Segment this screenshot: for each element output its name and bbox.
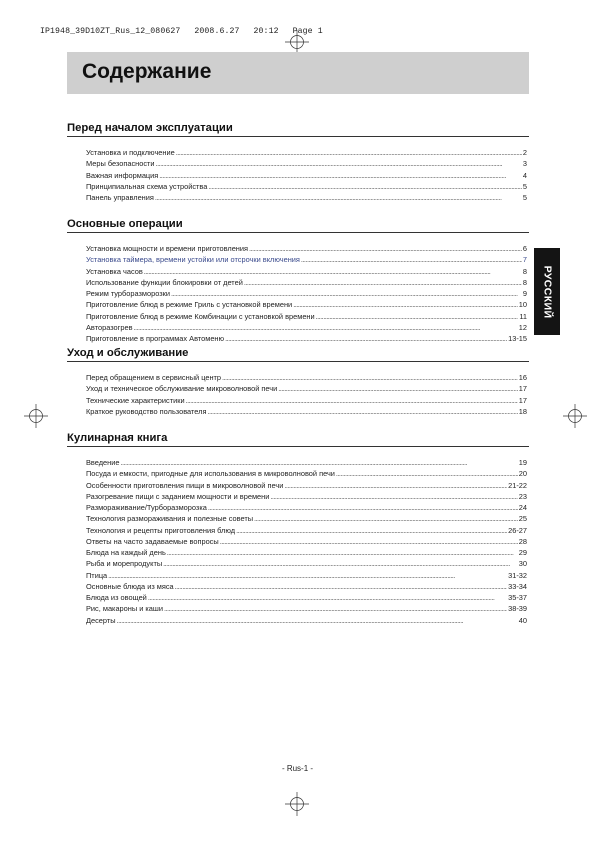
- toc-leader-dots: [301, 254, 522, 265]
- toc-list: [86, 243, 527, 344]
- toc-section: [67, 218, 529, 344]
- toc-entry[interactable]: [86, 570, 527, 581]
- toc-entry-page: 38-39: [508, 604, 527, 614]
- toc-entry-page: 40: [518, 615, 527, 625]
- toc-entry-page: 17: [518, 384, 527, 394]
- toc-entry-page: 24: [518, 503, 527, 512]
- toc-entry-title: Блюда из овощей: [86, 593, 147, 602]
- toc-entry[interactable]: [86, 395, 527, 406]
- toc-leader-dots: [270, 491, 517, 502]
- toc-entry[interactable]: [86, 372, 527, 383]
- toc-entry-title: Установка часов: [86, 266, 143, 276]
- toc-entry-page: 8: [522, 277, 527, 287]
- toc-entry-title: Рыба и морепродукты: [86, 559, 163, 569]
- print-page: Page 1: [292, 27, 323, 36]
- toc-entry-page: 20: [518, 469, 527, 479]
- toc-entry-page: 17: [518, 395, 527, 405]
- toc-entry-title: Введение: [86, 458, 120, 467]
- toc-entry[interactable]: [86, 254, 527, 265]
- toc-leader-dots: [176, 147, 522, 158]
- toc-leader-dots: [186, 395, 518, 406]
- toc-entry-page: 16: [518, 373, 527, 382]
- toc-entry-page: 12: [518, 322, 527, 332]
- toc-entry-title: Принципиальная схема устройства: [86, 181, 208, 191]
- print-time: 20:12: [253, 27, 279, 36]
- toc-leader-dots: [249, 243, 522, 254]
- toc-entry-title: Блюда на каждый день: [86, 548, 166, 557]
- toc-leader-dots: [316, 311, 519, 322]
- toc-entry-page: 3: [522, 159, 527, 169]
- toc-leader-dots: [164, 603, 507, 614]
- toc-entry-page: 5: [522, 181, 527, 191]
- toc-leader-dots: [155, 192, 522, 203]
- toc-entry[interactable]: [86, 299, 527, 310]
- toc-entry-page: 7: [522, 255, 527, 265]
- toc-section: [67, 347, 529, 417]
- toc-entry-page: 2: [522, 148, 527, 157]
- registration-mark-top-icon: [285, 30, 309, 54]
- toc-entry-page: 29: [518, 548, 527, 557]
- section-title: Уход и обслуживание: [67, 347, 529, 362]
- toc-entry-title: Разогревание пищи с заданием мощности и времени: [86, 491, 270, 501]
- toc-entry[interactable]: [86, 603, 527, 614]
- toc-entry-title: Технология размораживания и полезные советы: [86, 514, 254, 524]
- toc-entry[interactable]: [86, 322, 527, 333]
- toc-entry-page: 30: [518, 559, 527, 569]
- toc-leader-dots: [167, 547, 518, 558]
- toc-entry[interactable]: [86, 266, 527, 277]
- toc-entry[interactable]: [86, 502, 527, 513]
- toc-leader-dots: [163, 558, 518, 569]
- toc-entry-page: 23: [518, 491, 527, 501]
- toc-entry[interactable]: [86, 615, 527, 626]
- toc-entry[interactable]: [86, 480, 527, 491]
- toc-entry[interactable]: [86, 406, 527, 417]
- toc-entry[interactable]: [86, 513, 527, 524]
- toc-entry-page: 31-32: [508, 570, 527, 580]
- toc-entry-title: Уход и техническое обслуживание микроволновой печи: [86, 384, 278, 394]
- toc-entry-title: Важная информация: [86, 170, 159, 180]
- toc-entry[interactable]: [86, 277, 527, 288]
- toc-entry-title: Посуда и емкости, пригодные для использования в микроволновой печи: [86, 469, 335, 479]
- toc-list: [86, 147, 527, 203]
- toc-entry-page: 26-27: [508, 525, 527, 535]
- toc-entry[interactable]: [86, 181, 527, 192]
- toc-entry-title: Размораживание/Турборазморозка: [86, 503, 207, 512]
- toc-entry-title: Использование функции блокировки от детей: [86, 277, 243, 287]
- toc-entry-page: 33-34: [508, 581, 527, 591]
- toc-entry-title: Птица: [86, 570, 108, 580]
- toc-entry[interactable]: [86, 536, 527, 547]
- toc-entry[interactable]: [86, 581, 527, 592]
- section-title: Основные операции: [67, 218, 529, 233]
- toc-entry-title: Меры безопасности: [86, 159, 155, 169]
- toc-entry-title: Установка таймера, времени устойки или отсрочки включения: [86, 255, 300, 265]
- toc-leader-dots: [244, 277, 522, 288]
- toc-entry[interactable]: [86, 383, 527, 394]
- toc-section: [67, 122, 529, 203]
- toc-leader-dots: [117, 615, 518, 626]
- toc-entry-title: Краткое руководство пользователя: [86, 406, 207, 416]
- toc-entry[interactable]: [86, 558, 527, 569]
- toc-entry-title: Ответы на часто задаваемые вопросы: [86, 536, 219, 546]
- toc-entry-title: Панель управления: [86, 193, 154, 202]
- toc-entry[interactable]: [86, 243, 527, 254]
- toc-entry-title: Технология и рецепты приготовления блюд: [86, 525, 236, 535]
- toc-list: [86, 457, 527, 626]
- toc-entry-title: Установка мощности и времени приготовления: [86, 244, 249, 253]
- registration-mark-right-icon: [563, 404, 587, 428]
- toc-entry-page: 8: [522, 266, 527, 276]
- toc-entry-page: 28: [518, 536, 527, 546]
- toc-entry[interactable]: [86, 333, 527, 344]
- toc-leader-dots: [284, 480, 507, 491]
- toc-entry-title: Технические характеристики: [86, 395, 185, 405]
- toc-entry-title: Рис, макароны и каши: [86, 604, 163, 614]
- toc-entry[interactable]: [86, 170, 527, 181]
- toc-entry-page: 19: [518, 458, 527, 467]
- toc-leader-dots: [175, 581, 507, 592]
- toc-entry-page: 5: [522, 193, 527, 202]
- toc-entry-page: 18: [518, 406, 527, 416]
- toc-entry[interactable]: [86, 192, 527, 203]
- toc-leader-dots: [225, 333, 507, 344]
- toc-entry-page: 11: [519, 311, 527, 321]
- toc-entry[interactable]: [86, 158, 527, 169]
- toc-entry-page: 35-37: [508, 593, 527, 602]
- print-file-name: IP1948_39D10ZT_Rus_12_080627: [40, 27, 181, 36]
- toc-leader-dots: [156, 158, 522, 169]
- section-title: Перед началом эксплуатации: [67, 122, 529, 137]
- toc-section: [67, 432, 529, 626]
- toc-leader-dots: [108, 570, 507, 581]
- toc-entry-page: 10: [518, 300, 527, 310]
- toc-leader-dots: [134, 322, 518, 333]
- registration-mark-left-icon: [24, 404, 48, 428]
- toc-leader-dots: [336, 468, 518, 479]
- toc-entry-page: 9: [522, 289, 527, 298]
- toc-entry-page: 21-22: [508, 480, 527, 490]
- toc-entry-page: 25: [518, 514, 527, 524]
- toc-entry-title: Приготовление в программах Автоменю: [86, 334, 225, 343]
- toc-entry[interactable]: [86, 525, 527, 536]
- toc-entry[interactable]: [86, 547, 527, 558]
- toc-leader-dots: [208, 502, 518, 513]
- toc-leader-dots: [208, 181, 521, 192]
- registration-mark-bottom-icon: [285, 792, 309, 816]
- toc-entry[interactable]: [86, 491, 527, 502]
- toc-leader-dots: [222, 372, 518, 383]
- section-title: Кулинарная книга: [67, 432, 529, 447]
- toc-entry[interactable]: [86, 147, 527, 158]
- toc-leader-dots: [207, 406, 517, 417]
- toc-list: [86, 372, 527, 417]
- toc-leader-dots: [120, 457, 517, 468]
- toc-entry-title: Основные блюда из мяса: [86, 581, 174, 591]
- toc-leader-dots: [236, 525, 507, 536]
- toc-leader-dots: [293, 299, 518, 310]
- title-bar: [67, 52, 529, 94]
- toc-entry-page: 6: [522, 244, 527, 253]
- toc-entry[interactable]: [86, 288, 527, 299]
- toc-entry[interactable]: [86, 311, 527, 322]
- page-number: - Rus-1 -: [281, 764, 314, 773]
- toc-entry-title: Приготовление блюд в режиме Комбинации с установкой времени: [86, 311, 315, 321]
- print-date: 2008.6.27: [194, 27, 240, 36]
- language-tab-label: РУССКИЙ: [541, 265, 553, 318]
- toc-entry[interactable]: [86, 457, 527, 468]
- toc-entry-page: 4: [522, 170, 527, 180]
- toc-entry[interactable]: [86, 468, 527, 479]
- language-tab: [534, 248, 560, 335]
- toc-leader-dots: [171, 288, 522, 299]
- toc-entry-title: Десерты: [86, 615, 116, 625]
- toc-leader-dots: [254, 513, 518, 524]
- toc-entry-title: Режим турборазморозки: [86, 289, 170, 298]
- toc-entry-title: Особенности приготовления пищи в микроволновой печи: [86, 480, 284, 490]
- toc-entry-title: Перед обращением в сервисный центр: [86, 373, 222, 382]
- toc-entry-title: Установка и подключение: [86, 148, 175, 157]
- page-title: Содержание: [82, 60, 212, 83]
- toc-leader-dots: [148, 592, 507, 603]
- toc-leader-dots: [144, 266, 522, 277]
- toc-entry-title: Приготовление блюд в режиме Гриль с установкой времени: [86, 300, 293, 310]
- toc-entry-page: 13-15: [508, 334, 527, 343]
- toc-entry[interactable]: [86, 592, 527, 603]
- toc-leader-dots: [159, 170, 522, 181]
- toc-entry-title: Авторазогрев: [86, 322, 133, 332]
- toc-leader-dots: [278, 383, 518, 394]
- toc-leader-dots: [220, 536, 518, 547]
